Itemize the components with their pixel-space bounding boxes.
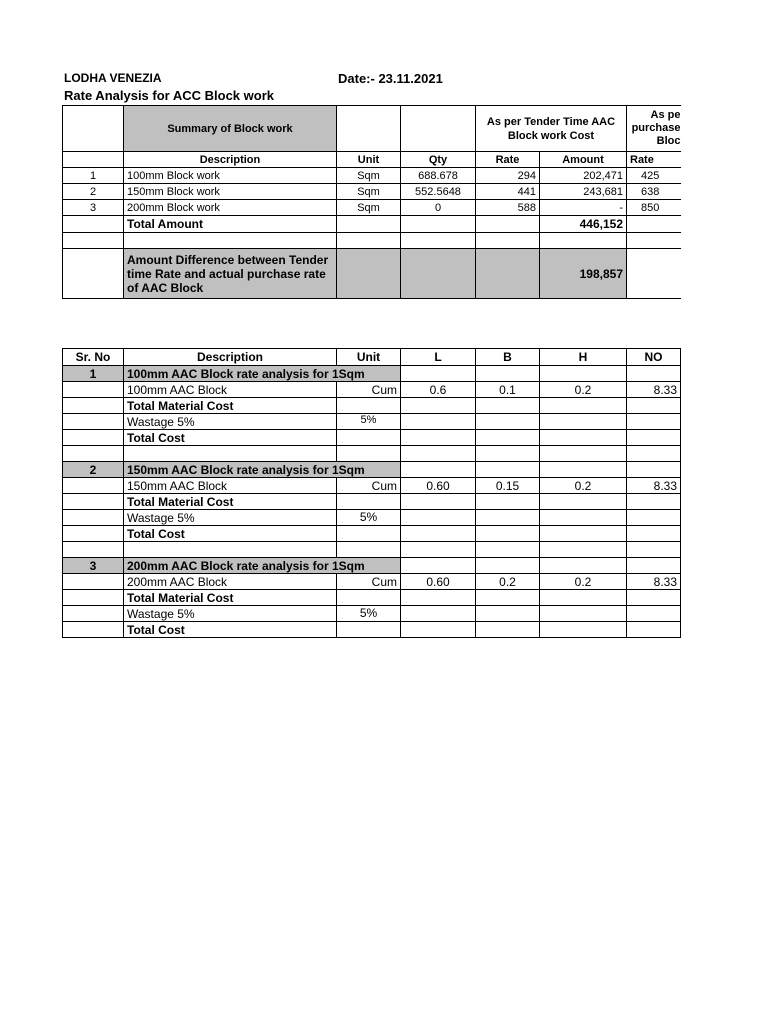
table-row (63, 622, 681, 638)
table-row (63, 430, 681, 446)
empty-cell (627, 606, 681, 622)
item-description: 200mm AAC Block (124, 574, 337, 590)
row-unit: Sqm (337, 200, 401, 216)
empty-cell (627, 494, 681, 510)
table-row (63, 200, 681, 216)
col-rate-purchase: Rate (627, 152, 681, 168)
row-qty: 0 (401, 200, 476, 216)
empty-cell (476, 558, 540, 574)
empty-cell (63, 510, 124, 526)
empty-cell (401, 414, 476, 430)
empty-cell (627, 558, 681, 574)
empty-cell (476, 606, 540, 622)
empty-cell (540, 606, 627, 622)
item-no: 8.33 (627, 574, 681, 590)
table-row (63, 526, 681, 542)
empty-cell (540, 366, 627, 382)
summary-empty-cell (63, 249, 124, 299)
empty-cell (337, 622, 401, 638)
empty-cell (63, 542, 124, 558)
row-unit: Sqm (337, 184, 401, 200)
company-name: LODHA VENEZIA (64, 71, 162, 85)
empty-cell (401, 526, 476, 542)
item-l: 0.60 (401, 574, 476, 590)
col-description: Description (124, 349, 337, 366)
empty-cell (63, 574, 124, 590)
empty-cell (337, 446, 401, 462)
blank-row (63, 446, 681, 462)
item-no: 8.33 (627, 382, 681, 398)
empty-cell (476, 526, 540, 542)
section-sr: 1 (63, 366, 124, 382)
empty-cell (540, 510, 627, 526)
empty-cell (337, 590, 401, 606)
empty-cell (401, 446, 476, 462)
summary-empty-cell (401, 249, 476, 299)
empty-cell (476, 366, 540, 382)
empty-cell (540, 430, 627, 446)
empty-cell (401, 462, 476, 478)
document-date: Date:- 23.11.2021 (338, 71, 443, 86)
rate-analysis-table (62, 348, 681, 638)
col-sr-no: Sr. No (63, 349, 124, 366)
empty-cell (476, 430, 540, 446)
summary-empty-cell (63, 216, 124, 233)
empty-cell (63, 382, 124, 398)
empty-cell (401, 590, 476, 606)
empty-cell (401, 494, 476, 510)
empty-cell (63, 606, 124, 622)
summary-empty-cell (476, 249, 540, 299)
empty-cell (401, 542, 476, 558)
section-sr: 2 (63, 462, 124, 478)
row-description: 200mm Block work (124, 200, 337, 216)
item-b: 0.15 (476, 478, 540, 494)
summary-empty-cell (124, 233, 337, 249)
row-unit: Sqm (337, 168, 401, 184)
row-sr: 2 (63, 184, 124, 200)
row-rate-purchase: 425 (627, 168, 681, 184)
table-row (63, 168, 681, 184)
document-title: Rate Analysis for ACC Block work (64, 88, 274, 103)
col-amount: Amount (540, 152, 627, 168)
summary-empty-cell (337, 106, 401, 152)
empty-cell (540, 462, 627, 478)
item-h: 0.2 (540, 574, 627, 590)
total-label: Total Amount (124, 216, 337, 233)
col-no: NO (627, 349, 681, 366)
row-sr: 1 (63, 168, 124, 184)
table-row (63, 398, 681, 414)
empty-cell (63, 398, 124, 414)
empty-cell (63, 446, 124, 462)
wastage-label: Wastage 5% (124, 414, 337, 430)
empty-cell (540, 494, 627, 510)
table-row (63, 494, 681, 510)
empty-cell (627, 622, 681, 638)
summary-empty-cell (627, 249, 681, 299)
empty-cell (63, 430, 124, 446)
table-row (63, 382, 681, 398)
table-row (63, 574, 681, 590)
item-no: 8.33 (627, 478, 681, 494)
col-l: L (401, 349, 476, 366)
empty-cell (476, 622, 540, 638)
empty-cell (337, 398, 401, 414)
section-sr: 3 (63, 558, 124, 574)
item-h: 0.2 (540, 478, 627, 494)
row-rate-purchase: 638 (627, 184, 681, 200)
summary-label: Summary of Block work (124, 106, 337, 152)
empty-cell (401, 558, 476, 574)
total-cost-label: Total Cost (124, 622, 337, 638)
empty-cell (476, 414, 540, 430)
empty-cell (476, 398, 540, 414)
summary-empty-cell (337, 249, 401, 299)
item-unit: Cum (337, 574, 401, 590)
empty-cell (476, 446, 540, 462)
item-b: 0.2 (476, 574, 540, 590)
summary-empty-cell (63, 106, 124, 152)
col-rate: Rate (476, 152, 540, 168)
summary-empty-cell (337, 233, 401, 249)
section-heading-row (63, 558, 681, 574)
item-l: 0.60 (401, 478, 476, 494)
empty-cell (540, 590, 627, 606)
empty-cell (627, 366, 681, 382)
empty-cell (63, 414, 124, 430)
wastage-label: Wastage 5% (124, 606, 337, 622)
table-row (63, 184, 681, 200)
total-material-label: Total Material Cost (124, 590, 337, 606)
empty-cell (540, 446, 627, 462)
empty-cell (540, 398, 627, 414)
empty-cell (627, 542, 681, 558)
section-heading: 100mm AAC Block rate analysis for 1Sqm (124, 366, 401, 382)
summary-empty-cell (476, 216, 540, 233)
summary-empty-cell (63, 152, 124, 168)
empty-cell (124, 446, 337, 462)
row-sr: 3 (63, 200, 124, 216)
col-unit: Unit (337, 152, 401, 168)
empty-cell (540, 558, 627, 574)
row-qty: 552.5648 (401, 184, 476, 200)
row-rate: 441 (476, 184, 540, 200)
item-description: 150mm AAC Block (124, 478, 337, 494)
empty-cell (476, 590, 540, 606)
item-l: 0.6 (401, 382, 476, 398)
item-unit: Cum (337, 382, 401, 398)
empty-cell (627, 526, 681, 542)
total-amount: 446,152 (540, 216, 627, 233)
row-rate-purchase: 850 (627, 200, 681, 216)
empty-cell (401, 510, 476, 526)
summary-column-headers (63, 152, 681, 168)
col-unit: Unit (337, 349, 401, 366)
section-heading-row (63, 366, 681, 382)
summary-empty-cell (401, 233, 476, 249)
item-unit: Cum (337, 478, 401, 494)
row-amount: 243,681 (540, 184, 627, 200)
empty-cell (627, 398, 681, 414)
empty-cell (337, 430, 401, 446)
total-row (63, 216, 681, 233)
empty-cell (337, 494, 401, 510)
wastage-label: Wastage 5% (124, 510, 337, 526)
empty-cell (63, 622, 124, 638)
empty-cell (627, 446, 681, 462)
summary-header-row (63, 106, 681, 152)
empty-cell (627, 462, 681, 478)
col-qty: Qty (401, 152, 476, 168)
total-material-label: Total Material Cost (124, 398, 337, 414)
row-rate: 588 (476, 200, 540, 216)
summary-empty-cell (476, 233, 540, 249)
summary-empty-cell (63, 233, 124, 249)
item-h: 0.2 (540, 382, 627, 398)
item-b: 0.1 (476, 382, 540, 398)
tender-cost-header: As per Tender Time AAC Block work Cost (476, 106, 627, 152)
summary-empty-cell (627, 233, 681, 249)
empty-cell (476, 494, 540, 510)
section-heading: 150mm AAC Block rate analysis for 1Sqm (124, 462, 401, 478)
table-row (63, 510, 681, 526)
empty-cell (540, 622, 627, 638)
summary-empty-cell (337, 216, 401, 233)
empty-cell (627, 414, 681, 430)
empty-cell (476, 542, 540, 558)
total-material-label: Total Material Cost (124, 494, 337, 510)
empty-cell (540, 526, 627, 542)
empty-cell (401, 366, 476, 382)
wastage-value: 5% (337, 414, 401, 430)
empty-cell (627, 590, 681, 606)
empty-cell (540, 414, 627, 430)
empty-cell (63, 494, 124, 510)
total-cost-label: Total Cost (124, 430, 337, 446)
row-qty: 688.678 (401, 168, 476, 184)
empty-cell (627, 510, 681, 526)
summary-empty-cell (627, 216, 681, 233)
empty-cell (63, 590, 124, 606)
col-h: H (540, 349, 627, 366)
blank-row (63, 233, 681, 249)
col-description: Description (124, 152, 337, 168)
empty-cell (627, 430, 681, 446)
row-description: 150mm Block work (124, 184, 337, 200)
summary-empty-cell (540, 233, 627, 249)
empty-cell (337, 526, 401, 542)
summary-table (62, 105, 681, 299)
item-description: 100mm AAC Block (124, 382, 337, 398)
empty-cell (63, 478, 124, 494)
blank-row (63, 542, 681, 558)
section-heading-row (63, 462, 681, 478)
empty-cell (124, 542, 337, 558)
summary-empty-cell (401, 106, 476, 152)
purchase-header: As pe purchase Bloc (627, 106, 681, 152)
wastage-value: 5% (337, 606, 401, 622)
total-cost-label: Total Cost (124, 526, 337, 542)
difference-amount: 198,857 (540, 249, 627, 299)
col-b: B (476, 349, 540, 366)
wastage-value: 5% (337, 510, 401, 526)
row-rate: 294 (476, 168, 540, 184)
empty-cell (401, 606, 476, 622)
empty-cell (476, 510, 540, 526)
empty-cell (63, 526, 124, 542)
empty-cell (401, 430, 476, 446)
table-row (63, 414, 681, 430)
table-row (63, 590, 681, 606)
empty-cell (337, 542, 401, 558)
table-row (63, 606, 681, 622)
summary-empty-cell (401, 216, 476, 233)
difference-row (63, 249, 681, 299)
row-amount: - (540, 200, 627, 216)
difference-label: Amount Difference between Tender time Rate and actual purchase rate of AAC Block (124, 249, 337, 299)
row-description: 100mm Block work (124, 168, 337, 184)
analysis-column-headers (63, 349, 681, 366)
empty-cell (476, 462, 540, 478)
empty-cell (401, 398, 476, 414)
empty-cell (540, 542, 627, 558)
row-amount: 202,471 (540, 168, 627, 184)
empty-cell (401, 622, 476, 638)
table-row (63, 478, 681, 494)
section-heading: 200mm AAC Block rate analysis for 1Sqm (124, 558, 401, 574)
